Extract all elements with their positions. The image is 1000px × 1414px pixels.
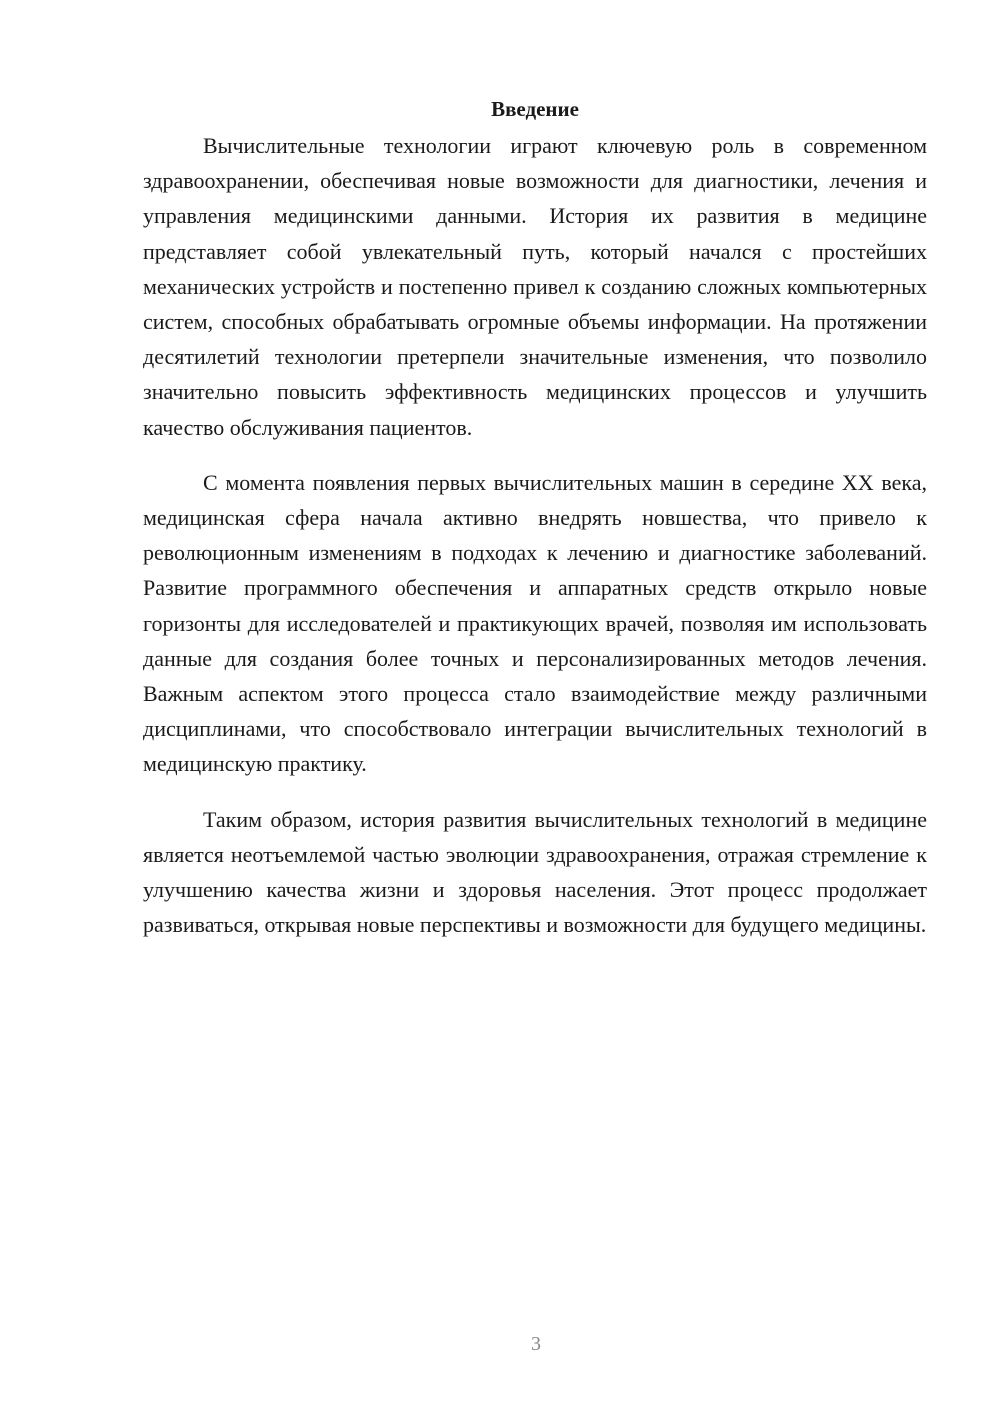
- page-number: 3: [531, 1333, 541, 1355]
- paragraph-1: Вычислительные технологии играют ключевую роль в современном здравоохранении, обеспечивая новые возможности для диагностики, лечения и управления медицинскими данными. История их развития в медицине представляет собой увлекательный путь, который начался с простейших механических устройств и постепенно привел к созданию сложных компьютерных систем, способных обрабатывать огромные объемы информации. На протяжении десятилетий технологии претерпели значительные изменения, что позволило значительно повысить эффективность медицинских процессов и улучшить качество обслуживания пациентов.: [143, 133, 927, 440]
- section-heading: Введение: [491, 97, 579, 121]
- paragraph-3: Таким образом, история развития вычислительных технологий в медицине является неотъемлемой частью эволюции здравоохранения, отражая стремление к улучшению качества жизни и здоровья населения. Этот процесс продолжает развиваться, открывая новые перспективы и возможности для будущего медицины.: [143, 806, 927, 938]
- paragraph-2: С момента появления первых вычислительных машин в середине XX века, медицинская сфера начала активно внедрять новшества, что привело к революционным изменениям в подходах к лечению и диагностике заболеваний. Развитие программного обеспечения и аппаратных средств открыло новые горизонты для исследователей и практикующих врачей, позволяя им использовать данные для создания более точных и персонализированных методов лечения. Важным аспектом этого процесса стало взаимодействие между различными дисциплинами, что способствовало интеграции вычислительных технологий в медицинскую практику.: [143, 469, 927, 777]
- page-content: [143, 92, 927, 942]
